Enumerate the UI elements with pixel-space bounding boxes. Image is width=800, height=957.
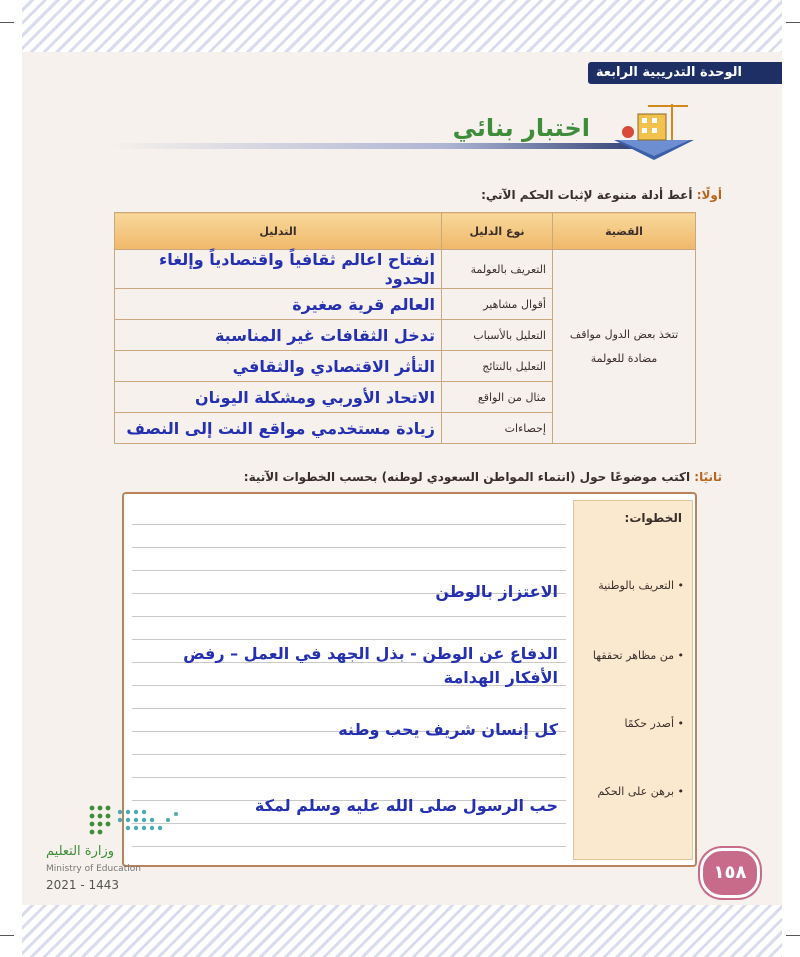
bottom-decorative-band: [22, 905, 782, 957]
page-number: ١٥٨: [700, 848, 760, 898]
crop-mark: [0, 22, 14, 23]
unit-label: الوحدة التدريبية الرابعة: [588, 62, 782, 84]
writing-box: [122, 492, 697, 867]
answer-text: الاعتزاز بالوطن: [435, 582, 558, 601]
evidence-cell: انفتاح اعالم ثقافياً واقتصادياً وإلغاء الحدود: [115, 250, 442, 289]
evidence-cell: تدخل الثقافات غير المناسبة: [115, 320, 442, 351]
table-header-row: [115, 213, 696, 250]
answer-text: كل إنسان شريف يحب وطنه: [338, 720, 558, 739]
writing-lines: [132, 502, 566, 858]
question-one-text: أعط أدلة متنوعة لإثبات الحكم الآتي:: [481, 188, 693, 202]
step-item: • أصدر حكمًا: [624, 717, 684, 730]
evidence-type-cell: التعريف بالعولمة: [442, 250, 553, 289]
steps-title: الخطوات:: [624, 511, 682, 525]
step-item: • التعريف بالوطنية: [598, 579, 684, 592]
evidence-type-cell: إحصاءات: [442, 413, 553, 444]
answer-text: الدفاع عن الوطن - بذل الجهد في العمل – رفض الأفكار الهدامة: [183, 644, 558, 687]
question-two: [244, 470, 722, 484]
question-one: [481, 188, 722, 202]
table-row: [115, 250, 696, 289]
evidence-cell: زيادة مستخدمي مواقع النت إلى النصف: [115, 413, 442, 444]
ministry-logo: [46, 800, 186, 900]
step-item: • من مظاهر تحققها: [592, 649, 684, 662]
evidence-cell: العالم قرية صغيرة: [115, 289, 442, 320]
crop-mark: [786, 22, 800, 23]
evidence-type-cell: مثال من الواقع: [442, 382, 553, 413]
evidence-type-cell: أقوال مشاهير: [442, 289, 553, 320]
answer-text: حب الرسول صلى الله عليه وسلم لمكة: [254, 796, 558, 815]
page-title: اختبار بنائي: [452, 114, 590, 142]
header-evidence-type: نوع الدليل: [442, 213, 553, 250]
crop-mark: [0, 935, 14, 936]
title-underline: [110, 143, 670, 149]
ministry-dots-icon: [86, 800, 182, 840]
evidence-cell: الاتحاد الأوربي ومشكلة اليونان: [115, 382, 442, 413]
top-decorative-band: [22, 0, 782, 52]
header-issue: القضية: [553, 213, 696, 250]
question-two-number: ثانيًا:: [694, 470, 722, 484]
ministry-year: 2021 - 1443: [46, 878, 120, 892]
evidence-type-cell: التعليل بالنتائج: [442, 351, 553, 382]
ministry-name-english: Ministry of Education: [46, 864, 141, 874]
step-item: • برهن على الحكم: [597, 785, 684, 798]
building-crane-icon: [608, 100, 700, 160]
question-one-number: أولًا:: [696, 188, 722, 202]
question-two-text: اكتب موضوعًا حول (انتماء المواطن السعودي لوطنه) بحسب الخطوات الآتية:: [243, 470, 691, 484]
issue-cell: تتخذ بعض الدول مواقف مضادة للعولمة: [553, 250, 696, 444]
crop-mark: [786, 935, 800, 936]
evidence-type-cell: التعليل بالأسباب: [442, 320, 553, 351]
ministry-name-arabic: وزارة التعليم: [46, 844, 115, 859]
header-evidence: التدليل: [115, 213, 442, 250]
evidence-table: [114, 212, 696, 444]
evidence-cell: التأثر الاقتصادي والثقافي: [115, 351, 442, 382]
steps-panel: [573, 500, 693, 860]
title-banner: [110, 100, 700, 160]
